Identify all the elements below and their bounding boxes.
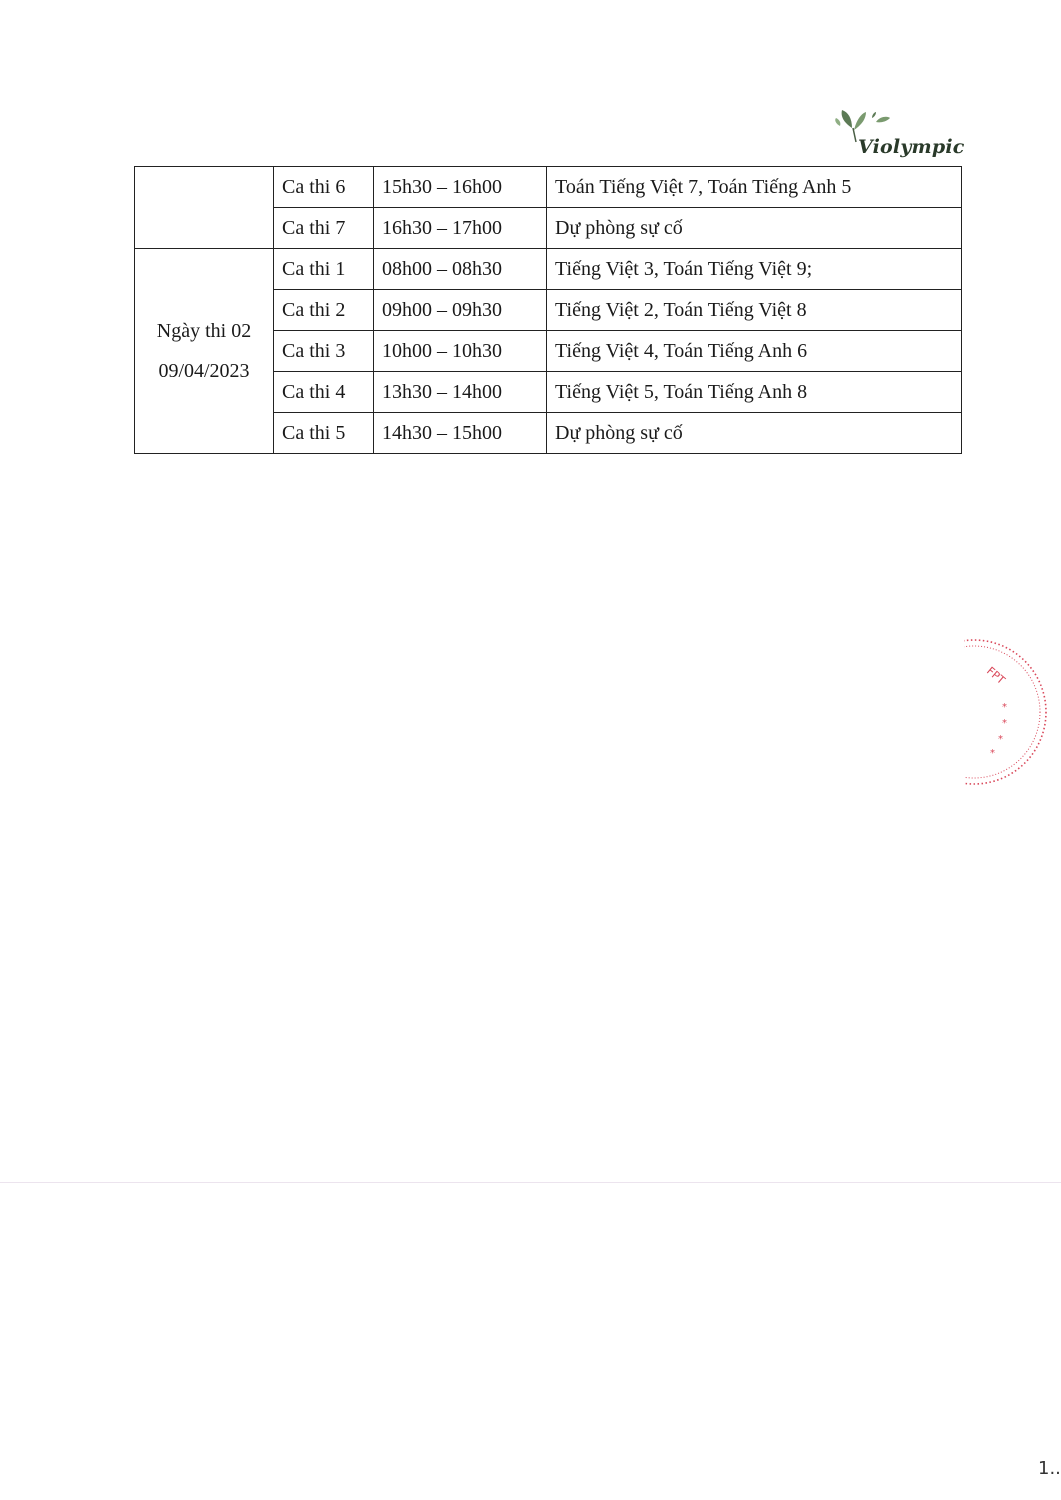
subject-cell: Toán Tiếng Việt 7, Toán Tiếng Anh 5 [547, 167, 962, 208]
svg-text:FPT: FPT [984, 664, 1008, 687]
day-date: 09/04/2023 [158, 360, 250, 382]
shift-cell: Ca thi 5 [274, 413, 374, 454]
svg-text:*: * [1002, 718, 1007, 729]
day-label: Ngày thi 02 [156, 320, 252, 342]
scan-line [0, 1182, 1061, 1183]
time-cell: 15h30 – 16h00 [374, 167, 547, 208]
seal-icon [964, 632, 1061, 792]
subject-cell: Tiếng Việt 2, Toán Tiếng Việt 8 [547, 290, 962, 331]
table-row [135, 249, 962, 290]
violympic-logo [832, 104, 965, 160]
shift-cell: Ca thi 3 [274, 331, 374, 372]
shift-cell: Ca thi 1 [274, 249, 374, 290]
time-cell: 13h30 – 14h00 [374, 372, 547, 413]
exam-schedule-table [134, 166, 962, 454]
time-cell: 14h30 – 15h00 [374, 413, 547, 454]
time-cell: 08h00 – 08h30 [374, 249, 547, 290]
time-cell: 10h00 – 10h30 [374, 331, 547, 372]
svg-text:*: * [990, 748, 995, 759]
time-cell: 16h30 – 17h00 [374, 208, 547, 249]
day-cell [135, 249, 274, 454]
time-cell: 09h00 – 09h30 [374, 290, 547, 331]
svg-text:*: * [998, 734, 1003, 745]
red-seal-stamp [964, 632, 1061, 792]
subject-cell: Tiếng Việt 4, Toán Tiếng Anh 6 [547, 331, 962, 372]
page-mark: 1.. [1038, 1458, 1061, 1479]
shift-cell: Ca thi 4 [274, 372, 374, 413]
shift-cell: Ca thi 6 [274, 167, 374, 208]
day-cell [135, 167, 274, 249]
subject-cell: Tiếng Việt 3, Toán Tiếng Việt 9; [547, 249, 962, 290]
subject-cell: Dự phòng sự cố [547, 413, 962, 454]
logo-text: Violympic [858, 136, 965, 158]
shift-cell: Ca thi 2 [274, 290, 374, 331]
table-row [135, 167, 962, 208]
shift-cell: Ca thi 7 [274, 208, 374, 249]
svg-text:*: * [1002, 702, 1007, 713]
subject-cell: Tiếng Việt 5, Toán Tiếng Anh 8 [547, 372, 962, 413]
subject-cell: Dự phòng sự cố [547, 208, 962, 249]
